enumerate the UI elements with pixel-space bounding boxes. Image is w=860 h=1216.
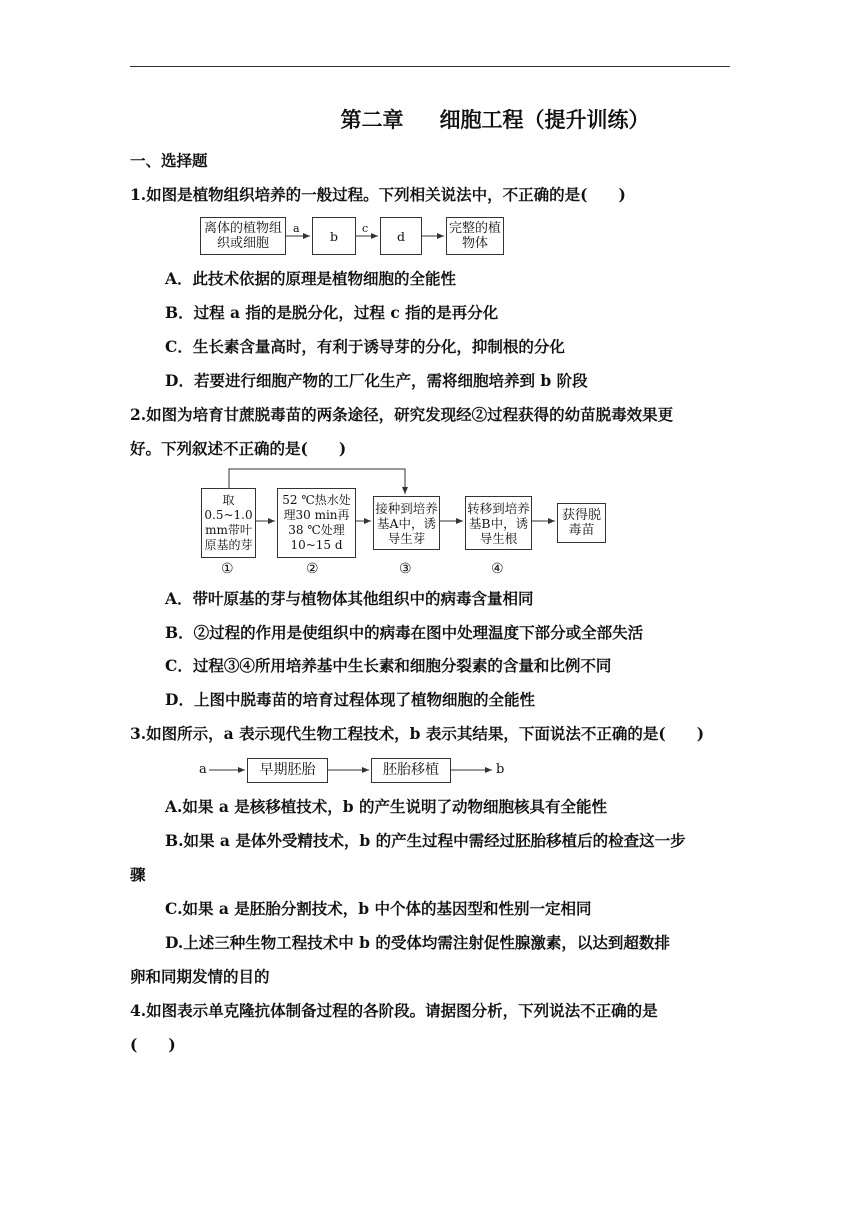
q1-stem: 1.如图是植物组织培养的一般过程。下列相关说法中，不正确的是( )	[130, 185, 626, 204]
q3-option-d: D.上述三种生物工程技术中 b 的受体均需注射促性腺激素，以达到超数排	[165, 933, 670, 952]
q2-box-medium-a: 接种到培养基A中，诱导生芽	[373, 496, 440, 550]
q1-box-b: b	[312, 217, 356, 255]
chapter-name: 细胞工程（提升训练）	[439, 108, 650, 132]
q1-option-d: D．若要进行细胞产物的工厂化生产，需将细胞培养到 b 阶段	[165, 371, 588, 390]
chapter-number: 第二章	[340, 108, 404, 132]
q2-stem-line1: 2.如图为培育甘蔗脱毒苗的两条途径，研究发现经②过程获得的幼苗脱毒效果更	[130, 405, 674, 424]
q4-stem-line2: ( )	[130, 1035, 176, 1054]
q4-stem-line1: 4.如图表示单克隆抗体制备过程的各阶段。请据图分析，下列说法不正确的是	[130, 1001, 658, 1020]
q3-option-c: C.如果 a 是胚胎分割技术，b 中个体的基因型和性别一定相同	[165, 899, 592, 918]
q3-option-d-cont: 卵和同期发情的目的	[130, 967, 270, 986]
q3-box-transfer: 胚胎移植	[371, 758, 451, 783]
q2-box-bud: 取0.5~1.0 mm带叶原基的芽	[201, 488, 256, 558]
q1-label-a: a	[293, 222, 300, 235]
q2-step-2: ②	[306, 561, 319, 577]
q2-box-heat: 52 ℃热水处理30 min再38 ℃处理10~15 d	[277, 488, 356, 558]
q3-label-a: a	[199, 762, 207, 777]
q2-step-1: ①	[221, 561, 234, 577]
q2-box-result: 获得脱毒苗	[557, 503, 606, 543]
q1-box-explant: 离体的植物组织或细胞	[200, 217, 286, 255]
q1-box-plant: 完整的植物体	[446, 217, 504, 255]
q2-option-d: D．上图中脱毒苗的培育过程体现了植物细胞的全能性	[165, 690, 535, 709]
q1-option-a: A．此技术依据的原理是植物细胞的全能性	[165, 269, 457, 288]
section-heading: 一、选择题	[130, 151, 208, 170]
q2-box-medium-b: 转移到培养基B中，诱导生根	[465, 496, 532, 550]
q2-step-4: ④	[491, 561, 504, 577]
q3-stem: 3.如图所示，a 表示现代生物工程技术，b 表示其结果，下面说法不正确的是( )	[130, 724, 705, 743]
q1-option-b: B．过程 a 指的是脱分化，过程 c 指的是再分化	[165, 303, 499, 322]
q3-option-b: B.如果 a 是体外受精技术，b 的产生过程中需经过胚胎移植后的检查这一步	[165, 831, 686, 850]
q2-stem-line2: 好。下列叙述不正确的是( )	[130, 439, 347, 458]
q2-option-a: A．带叶原基的芽与植物体其他组织中的病毒含量相同	[165, 589, 534, 608]
q3-option-a: A.如果 a 是核移植技术，b 的产生说明了动物细胞核具有全能性	[165, 797, 607, 816]
q3-box-embryo: 早期胚胎	[247, 758, 328, 783]
q2-option-c: C．过程③④所用培养基中生长素和细胞分裂素的含量和比例不同	[165, 656, 612, 675]
q3-label-b: b	[496, 762, 505, 777]
q3-option-b-cont: 骤	[130, 865, 146, 884]
q1-option-c: C．生长素含量高时，有利于诱导芽的分化，抑制根的分化	[165, 337, 565, 356]
q2-option-b: B．②过程的作用是使组织中的病毒在图中处理温度下部分或全部失活	[165, 623, 644, 642]
q2-step-3: ③	[399, 561, 412, 577]
q1-box-d: d	[380, 217, 422, 255]
q1-label-c: c	[362, 222, 369, 235]
